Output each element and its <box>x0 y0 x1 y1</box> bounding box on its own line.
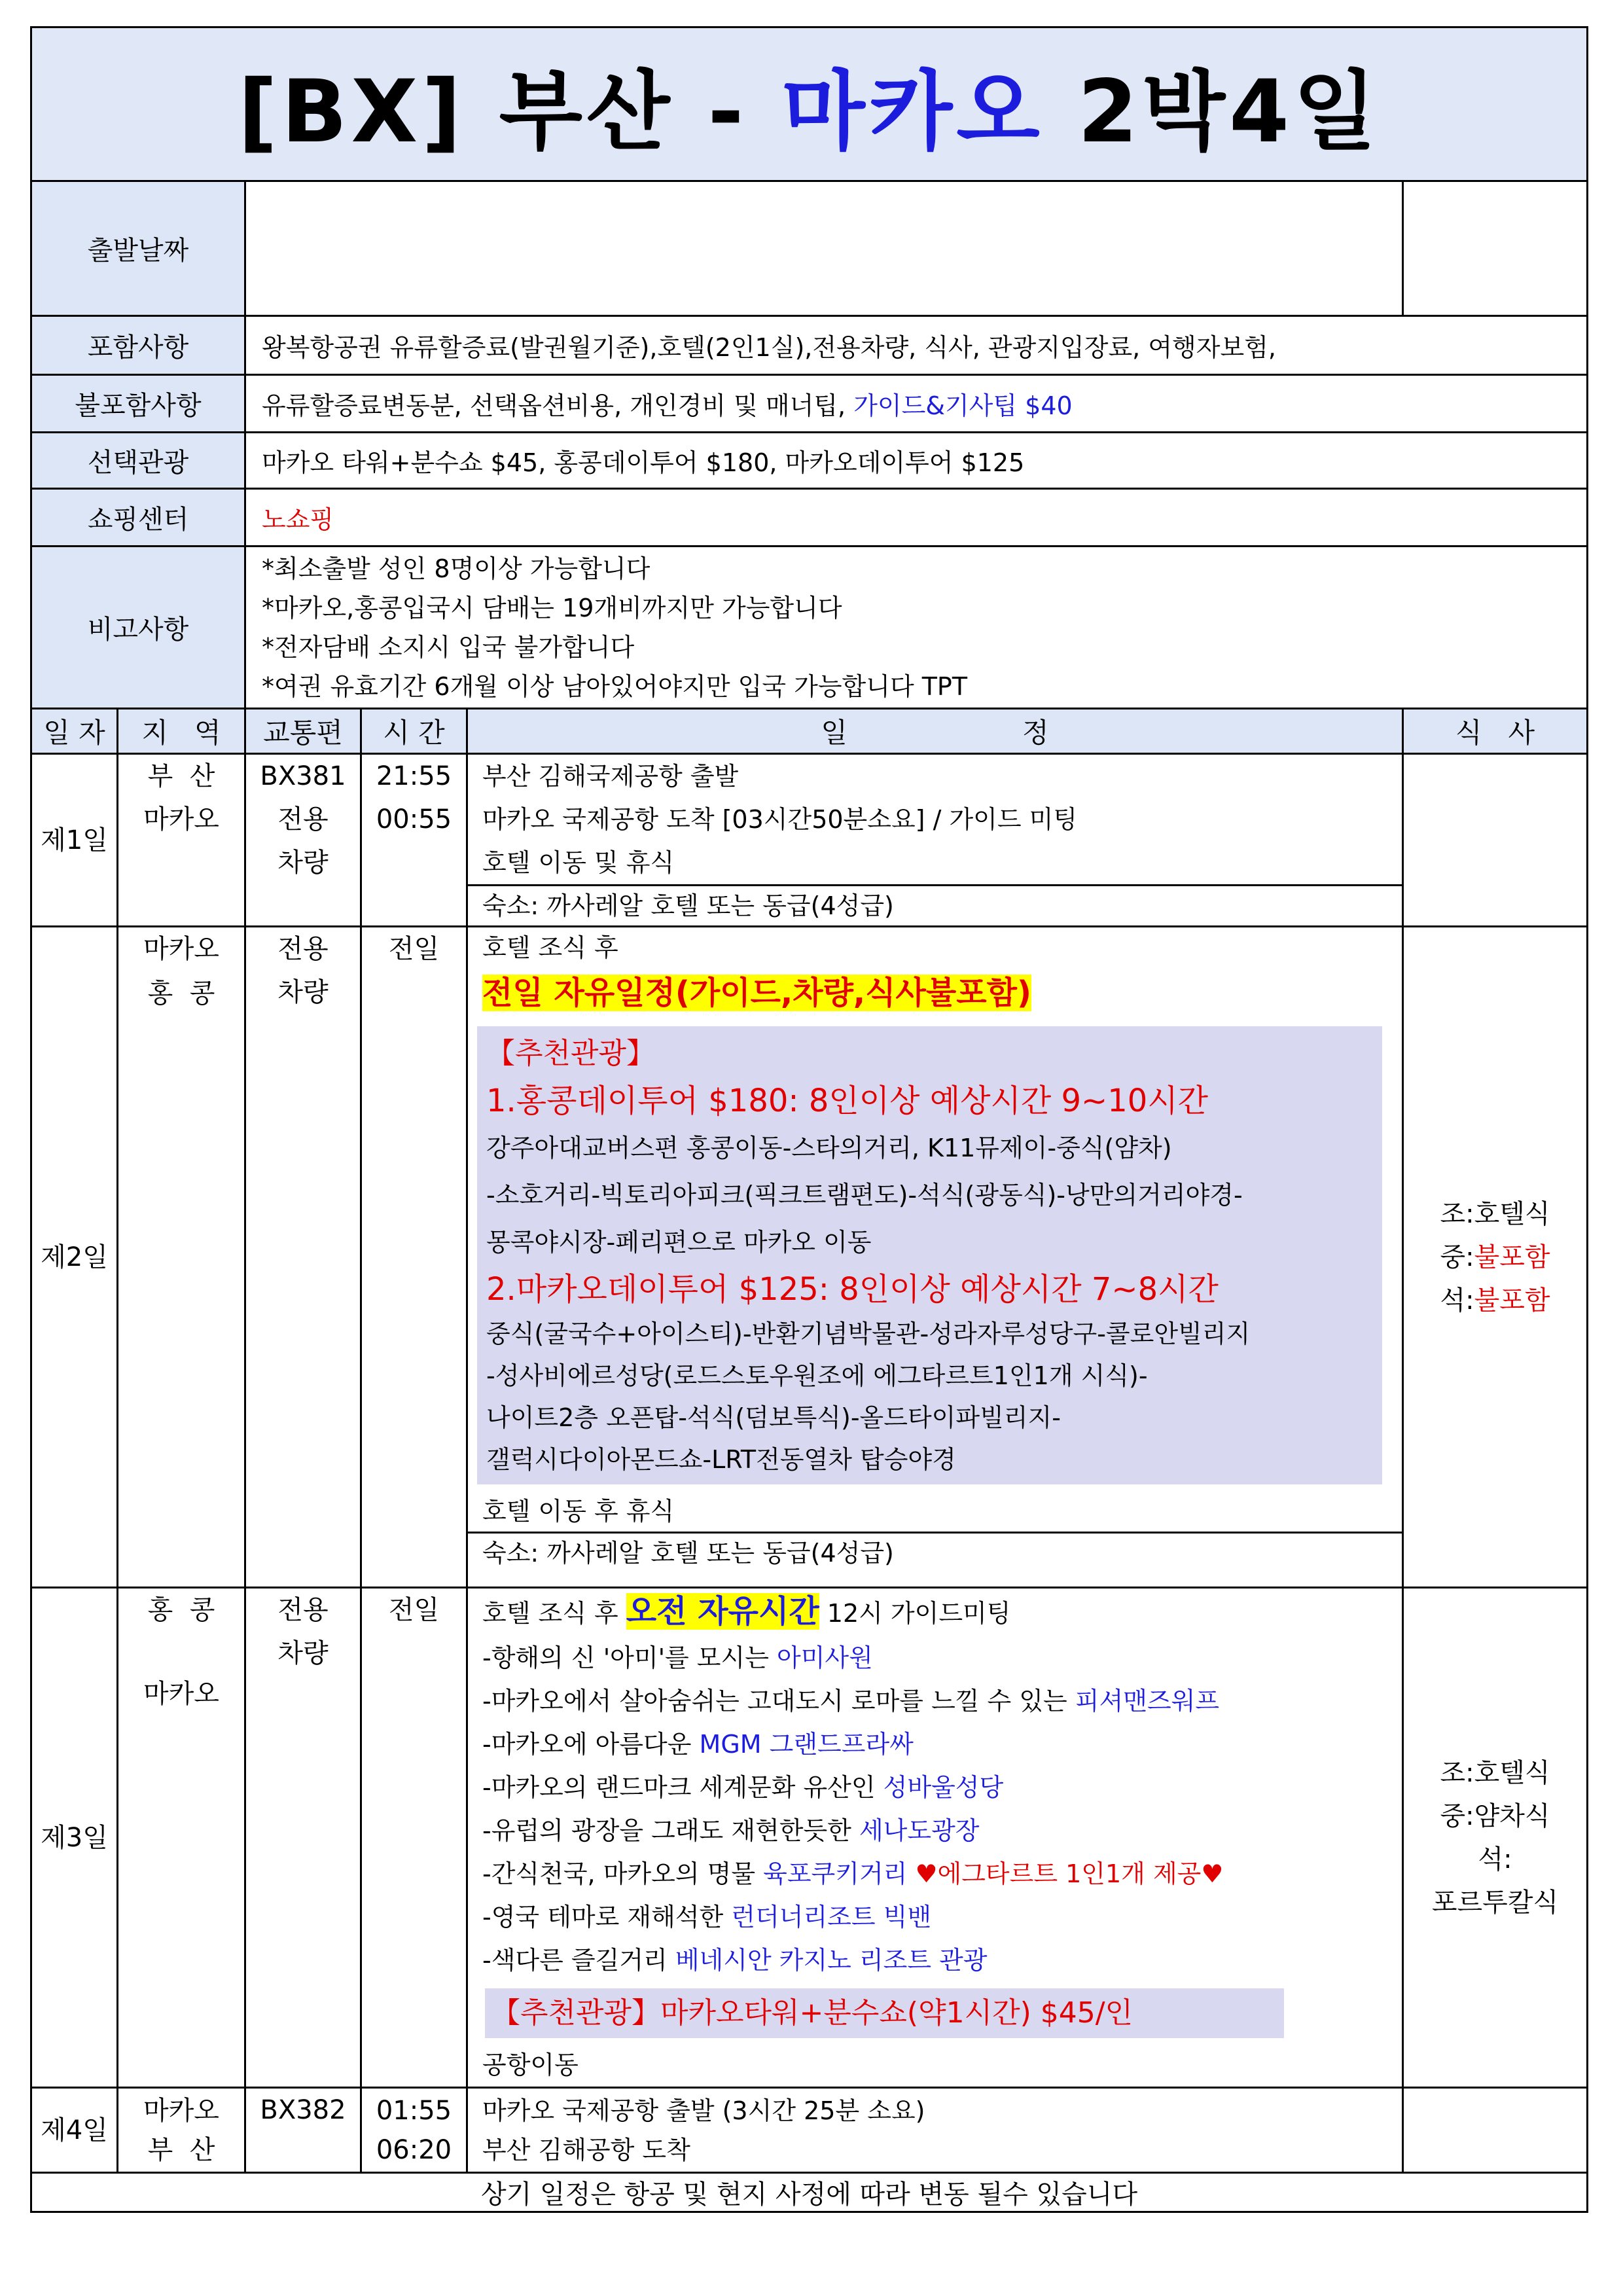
day3-vehicle: 차량 <box>277 1638 329 1668</box>
day3-label: 제3일 <box>31 1588 118 2088</box>
remark-item: *최소출발 성인 8명이상 가능합니다 <box>262 554 651 583</box>
schedule-line: 호텔 이동 후 휴식 <box>482 1497 675 1526</box>
attraction-name: 육포쿠키거리 <box>763 1859 908 1888</box>
attraction-item <box>482 1895 1402 1939</box>
attraction-item <box>482 1809 1402 1852</box>
schedule-text: 호텔 조식 후 <box>482 1599 626 1628</box>
day2-region: 홍 콩 <box>147 978 215 1009</box>
day4-flight: BX382 <box>245 2088 361 2173</box>
day2-hotel: 숙소: 까사레알 호텔 또는 동급(4성급) <box>468 1532 1402 1573</box>
day4-region: 마카오 <box>143 2095 219 2126</box>
title-destination: 마카오 <box>781 62 1044 162</box>
schedule-line: 호텔 조식 후 <box>482 933 618 962</box>
included-value: 왕복항공권 유류할증료(발권월기준),호텔(2인1실),전용차량, 식사, 관광지입장료, 여행자보험, <box>245 316 1588 375</box>
meal-dinner: 포르투칼식 <box>1431 1887 1559 1918</box>
day1-flight: BX381 <box>260 761 346 791</box>
title-part1: [BX] 부산 - <box>238 62 782 162</box>
schedule-line: 공항이동 <box>482 2051 579 2079</box>
tour2-line: -성사비에르성당(로드스토우원조에 에그타르트1인1개 시식)- <box>486 1361 1148 1390</box>
attraction-item <box>482 1766 1402 1809</box>
itinerary-table <box>30 26 1588 2213</box>
day2-vehicle: 전용 <box>277 934 329 964</box>
day4-regions <box>118 2088 245 2173</box>
day2-schedule <box>467 927 1403 1588</box>
day1-vehicle: 차량 <box>277 848 329 878</box>
meal-breakfast: 호텔식 <box>1474 1198 1550 1229</box>
day3-region: 홍 콩 <box>147 1595 215 1625</box>
attraction-name: MGM 그랜드프라싸 <box>699 1730 914 1759</box>
attraction-desc: -마카오의 랜드마크 세계문화 유산인 <box>482 1773 883 1802</box>
meal-label: 석: <box>1478 1844 1512 1874</box>
tour1-line: -소호거리-빅토리아피크(픽크트램편도)-석식(광동식)-낭만의거리야경- <box>486 1181 1243 1210</box>
meal-label: 석: <box>1440 1285 1474 1316</box>
attraction-desc: -마카오에서 살아숨쉬는 고대도시 로마를 느낄 수 있는 <box>482 1687 1075 1715</box>
meal-label: 중: <box>1440 1801 1474 1831</box>
attraction-name: 성바울성당 <box>883 1773 1004 1802</box>
day2-transport <box>245 927 361 1588</box>
day2-region: 마카오 <box>143 934 219 964</box>
remark-item: *마카오,홍콩입국시 담배는 19개비까지만 가능합니다 <box>262 593 842 622</box>
attraction-name: 피셔맨즈워프 <box>1075 1687 1220 1715</box>
remark-item: *전자담배 소지시 입국 불가합니다 <box>262 632 635 662</box>
meal-label: 중: <box>1440 1242 1474 1272</box>
attraction-name: 세나도광장 <box>859 1816 980 1845</box>
meal-label: 조: <box>1440 1198 1474 1229</box>
header-region: 지 역 <box>118 709 245 754</box>
day4-label: 제4일 <box>31 2088 118 2173</box>
day3-transport <box>245 1588 361 2088</box>
tour2-line: 나이트2층 오픈탑-석식(덤보특식)-올드타이파빌리지- <box>486 1403 1061 1432</box>
day2-label: 제2일 <box>31 927 118 1588</box>
day2-time: 전일 <box>361 927 467 1588</box>
day2-row <box>31 927 1588 1588</box>
excluded-tip: 가이드&기사팁 $40 <box>853 391 1073 420</box>
attraction-name: 아미사원 <box>777 1643 873 1672</box>
itinerary-sheet <box>30 26 1586 2213</box>
schedule-line: 마카오 국제공항 도착 [03시간50분소요] / 가이드 미팅 <box>482 805 1078 834</box>
schedule-line: 부산 김해국제공항 출발 <box>482 762 739 791</box>
day1-vehicle: 전용 <box>277 804 329 834</box>
day1-regions <box>118 754 245 927</box>
day2-vehicle: 차량 <box>277 977 329 1007</box>
day3-vehicle: 전용 <box>277 1595 329 1625</box>
departure-label: 출발날짜 <box>31 181 245 316</box>
departure-extra <box>1403 181 1588 316</box>
departure-value <box>245 181 1403 316</box>
attraction-item <box>482 1636 1402 1679</box>
attraction-item <box>482 1852 1402 1895</box>
meal-dinner: 불포함 <box>1474 1285 1550 1316</box>
excluded-label: 불포함사항 <box>31 375 245 433</box>
day3-meals <box>1403 1588 1588 2088</box>
excluded-text: 유류할증료변동분, 선택옵션비용, 개인경비 및 매너팁, <box>262 391 854 420</box>
attraction-item <box>482 1723 1402 1766</box>
schedule-line: 호텔 이동 및 휴식 <box>482 848 675 877</box>
attraction-item <box>482 1679 1402 1723</box>
tour2-title: 2.마카오데이투어 $125: 8인이상 예상시간 7~8시간 <box>486 1271 1219 1308</box>
egg-tart-note: ♥에그타르트 1인1개 제공♥ <box>907 1859 1224 1888</box>
attraction-name: 베네시안 카지노 리조트 관광 <box>675 1946 988 1975</box>
remarks-list <box>245 547 1588 709</box>
attraction-desc: -색다른 즐길거리 <box>482 1946 675 1975</box>
day3-schedule <box>467 1588 1403 2088</box>
day4-schedule <box>467 2088 1403 2173</box>
day3-free-time: 오전 자유시간 <box>626 1593 819 1630</box>
meal-lunch: 얌차식 <box>1474 1801 1550 1831</box>
optional-value: 마카오 타워+분수쇼 $45, 홍콩데이투어 $180, 마카오데이투어 $125 <box>245 433 1588 489</box>
attraction-desc: -간식천국, 마카오의 명물 <box>482 1859 764 1888</box>
schedule-text: 12시 가이드미팅 <box>819 1599 1011 1628</box>
tour2-line: 갤럭시다이아몬드쇼-LRT전동열차 탑승야경 <box>486 1445 956 1474</box>
remarks-label: 비고사항 <box>31 547 245 709</box>
meal-breakfast: 호텔식 <box>1474 1757 1550 1788</box>
tour1-line: 강주아대교버스편 홍콩이동-스타의거리, K11뮤제이-중식(얌차) <box>486 1134 1172 1162</box>
attraction-desc: -항해의 신 '아미'를 모시는 <box>482 1643 777 1672</box>
title-part3: 2박4일 <box>1043 62 1381 162</box>
day1-region: 마카오 <box>143 804 219 834</box>
day1-label: 제1일 <box>31 754 118 927</box>
day4-time: 01:55 <box>376 2095 452 2126</box>
attraction-desc: -유럽의 광장을 그래도 재현한듯한 <box>482 1816 859 1845</box>
day3-regions <box>118 1588 245 2088</box>
day1-schedule <box>467 754 1403 927</box>
day1-row <box>31 754 1588 927</box>
day4-times <box>361 2088 467 2173</box>
attraction-desc: -영국 테마로 재해석한 <box>482 1903 732 1931</box>
day2-meals <box>1403 927 1588 1588</box>
day1-region: 부 산 <box>147 761 215 791</box>
day1-time: 00:55 <box>376 804 452 834</box>
remark-item: *여권 유효기간 6개월 이상 남아있어야지만 입국 가능합니다 TPT <box>262 672 968 701</box>
tour1-title: 1.홍콩데이투어 $180: 8인이상 예상시간 9~10시간 <box>486 1083 1209 1119</box>
header-time: 시 간 <box>361 709 467 754</box>
tour2-line: 중식(굴국수+아이스티)-반환기념박물관-성라자루성당구-콜로안빌리지 <box>486 1319 1251 1348</box>
day1-hotel: 숙소: 까사레알 호텔 또는 동급(4성급) <box>468 884 1402 925</box>
attraction-item <box>482 1939 1402 1982</box>
day4-row <box>31 2088 1588 2173</box>
page-title <box>31 27 1588 181</box>
recommended-tours-box <box>477 1026 1382 1484</box>
excluded-value <box>245 375 1588 433</box>
day1-transport <box>245 754 361 927</box>
header-day: 일 자 <box>31 709 118 754</box>
shopping-value: 노쇼핑 <box>245 489 1588 547</box>
meal-lunch: 불포함 <box>1474 1242 1550 1272</box>
schedule-line: 마카오 국제공항 출발 (3시간 25분 소요) <box>482 2096 925 2125</box>
header-schedule: 일 정 <box>467 709 1403 754</box>
day3-region: 마카오 <box>143 1679 219 1709</box>
meal-label: 조: <box>1440 1757 1474 1788</box>
tour1-line: 몽콕야시장-페리편으로 마카오 이동 <box>486 1228 872 1257</box>
attraction-desc: -마카오에 아름다운 <box>482 1730 700 1759</box>
rec-title: 【추천관광】 <box>486 1037 656 1070</box>
included-label: 포함사항 <box>31 316 245 375</box>
shopping-label: 쇼핑센터 <box>31 489 245 547</box>
day3-time: 전일 <box>361 1588 467 2088</box>
day4-meals <box>1403 2088 1588 2173</box>
day2-regions <box>118 927 245 1588</box>
day1-meals <box>1403 754 1588 927</box>
day1-time: 21:55 <box>376 761 452 791</box>
day4-time: 06:20 <box>376 2134 452 2165</box>
day3-row <box>31 1588 1588 2088</box>
footer-note: 상기 일정은 항공 및 현지 사정에 따라 변동 될수 있습니다 <box>31 2173 1588 2212</box>
day3-rec-text: 【추천관광】마카오타워+분수쇼(약1시간) $45/인 <box>491 1996 1133 2030</box>
optional-label: 선택관광 <box>31 433 245 489</box>
attraction-name: 런더너리조트 빅밴 <box>731 1903 932 1931</box>
day1-times <box>361 754 467 927</box>
schedule-line: 부산 김해공항 도착 <box>482 2135 690 2164</box>
day2-free-day: 전일 자유일정(가이드,차량,식사불포함) <box>482 975 1031 1011</box>
header-meal: 식 사 <box>1403 709 1588 754</box>
day4-region: 부 산 <box>147 2134 215 2165</box>
header-transport: 교통편 <box>245 709 361 754</box>
day3-rec-box <box>485 1988 1284 2038</box>
